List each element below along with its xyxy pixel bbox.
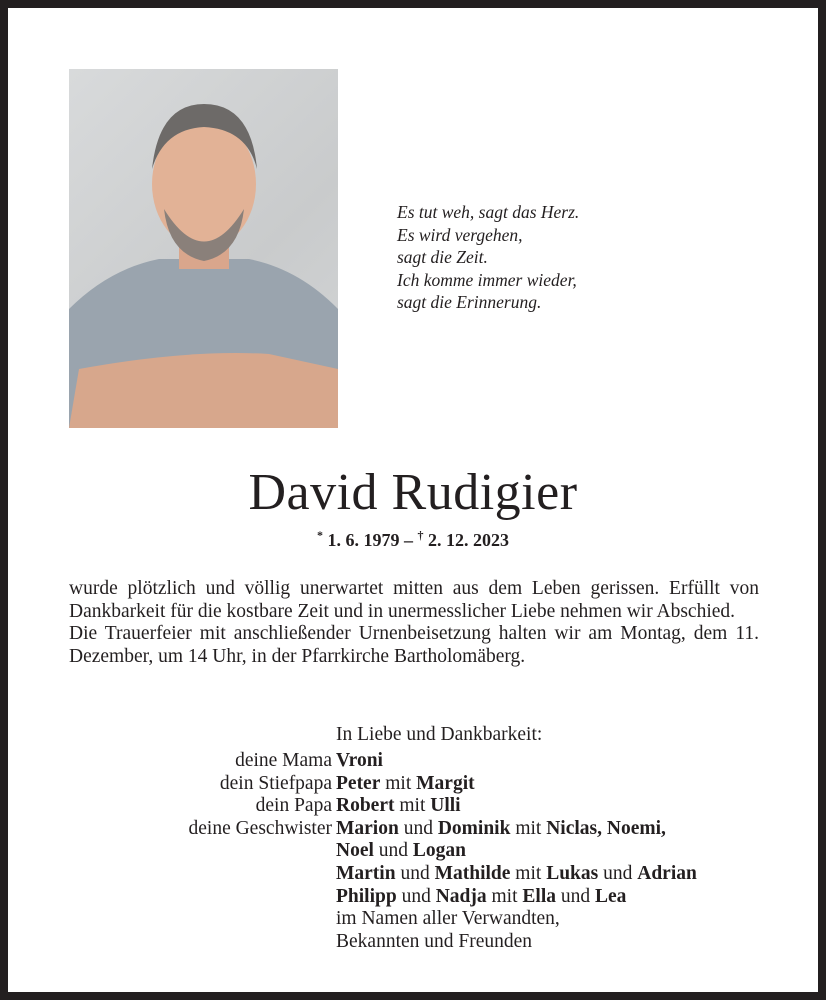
poem-line: Es wird vergehen, [397,224,523,245]
connector-text: Bekannten und Freunden [336,930,533,952]
family-names [336,750,383,773]
paragraph: Die Trauerfeier mit anschließender Urnenbeisetzung halten wir am Montag, dem 11. Dezember, um 14 Uhr, in der Pfarrkirche Bartholomäberg. [69,623,759,667]
connector-text: mit [486,885,523,907]
family-names [336,840,466,863]
family-member-name: Marion [336,817,399,839]
connector-text: und [555,885,595,907]
birth-symbol: * [317,528,323,542]
connector-text: mit [510,862,547,884]
connector-text: und [598,862,638,884]
life-dates [8,528,818,551]
obituary-page [8,8,818,992]
relation-label: deine Mama [235,750,332,771]
poem-line: sagt die Erinnerung. [397,292,542,312]
relation-label [8,886,336,909]
family-member-name: Margit [416,772,475,794]
family-member-name: Nadja [435,885,487,907]
family-names [336,908,560,931]
family-member-name: Martin [336,862,396,884]
connector-text: und [395,862,435,884]
announcement-text [69,578,759,668]
family-row [8,840,697,863]
family-names [336,795,461,818]
family-member-name: Vroni [336,750,383,771]
portrait-photo [69,69,338,428]
family-member-name: Ulli [430,795,461,817]
family-names [336,931,532,954]
poem-line: sagt die Zeit. [397,247,488,267]
family-member-name: Ella [522,885,556,907]
poem-line: Es tut weh, sagt das Herz. [397,202,580,222]
connector-text: und [373,840,413,862]
family-member-name: Robert [336,795,395,817]
birth-date: 1. 6. 1979 [327,530,400,550]
connector-text: und [396,885,436,907]
family-names [336,818,666,841]
family-member-name: Logan [412,840,467,862]
family-row [8,931,697,954]
death-symbol: † [417,528,424,542]
family-row [8,886,697,909]
family-row [8,863,697,886]
connector-text: mit [380,772,417,794]
connector-text: im Namen aller Verwandten, [336,908,560,930]
family-member-name: Lea [594,885,627,907]
relation-label: dein Papa [255,795,332,817]
family-member-name: Niclas, Noemi, [546,817,666,839]
connector-text: und [398,817,438,839]
family-names [336,773,475,796]
family-names [336,886,626,909]
portrait-illustration [69,69,338,428]
family-member-name: Philipp [336,885,397,907]
family-member-name: Peter [336,772,381,794]
family-row [8,818,697,841]
relation-label [8,931,336,954]
family-member-name: Noel [336,840,374,862]
poem [397,201,579,314]
family-list [8,750,697,953]
connector-text: mit [394,795,431,817]
family-names [336,863,697,886]
family-row [8,908,697,931]
paragraph: wurde plötzlich und völlig unerwartet mitten aus dem Leben gerissen. Erfüllt von Dankbarkeit für die kostbare Zeit und in unermesslicher Liebe nehmen wir Abschied. [69,578,759,622]
relation-label [8,863,336,886]
family-row [8,750,697,773]
death-date: 2. 12. 2023 [428,530,509,550]
family-member-name: Lukas [546,862,599,884]
deceased-name: David Rudigier [248,464,578,521]
family-row [8,773,697,796]
relation-label: deine Geschwister [188,817,332,839]
relation-label [8,908,336,931]
thanks-heading: In Liebe und Dankbarkeit: [336,724,543,745]
poem-line: Ich komme immer wieder, [397,269,577,290]
date-separator: – [399,530,418,550]
connector-text: mit [510,817,547,839]
relation-label [8,840,336,863]
family-row [8,795,697,818]
family-member-name: Dominik [437,817,511,839]
relation-label: dein Stiefpapa [219,772,332,794]
family-member-name: Mathilde [434,862,511,884]
family-member-name: Adrian [637,862,697,884]
